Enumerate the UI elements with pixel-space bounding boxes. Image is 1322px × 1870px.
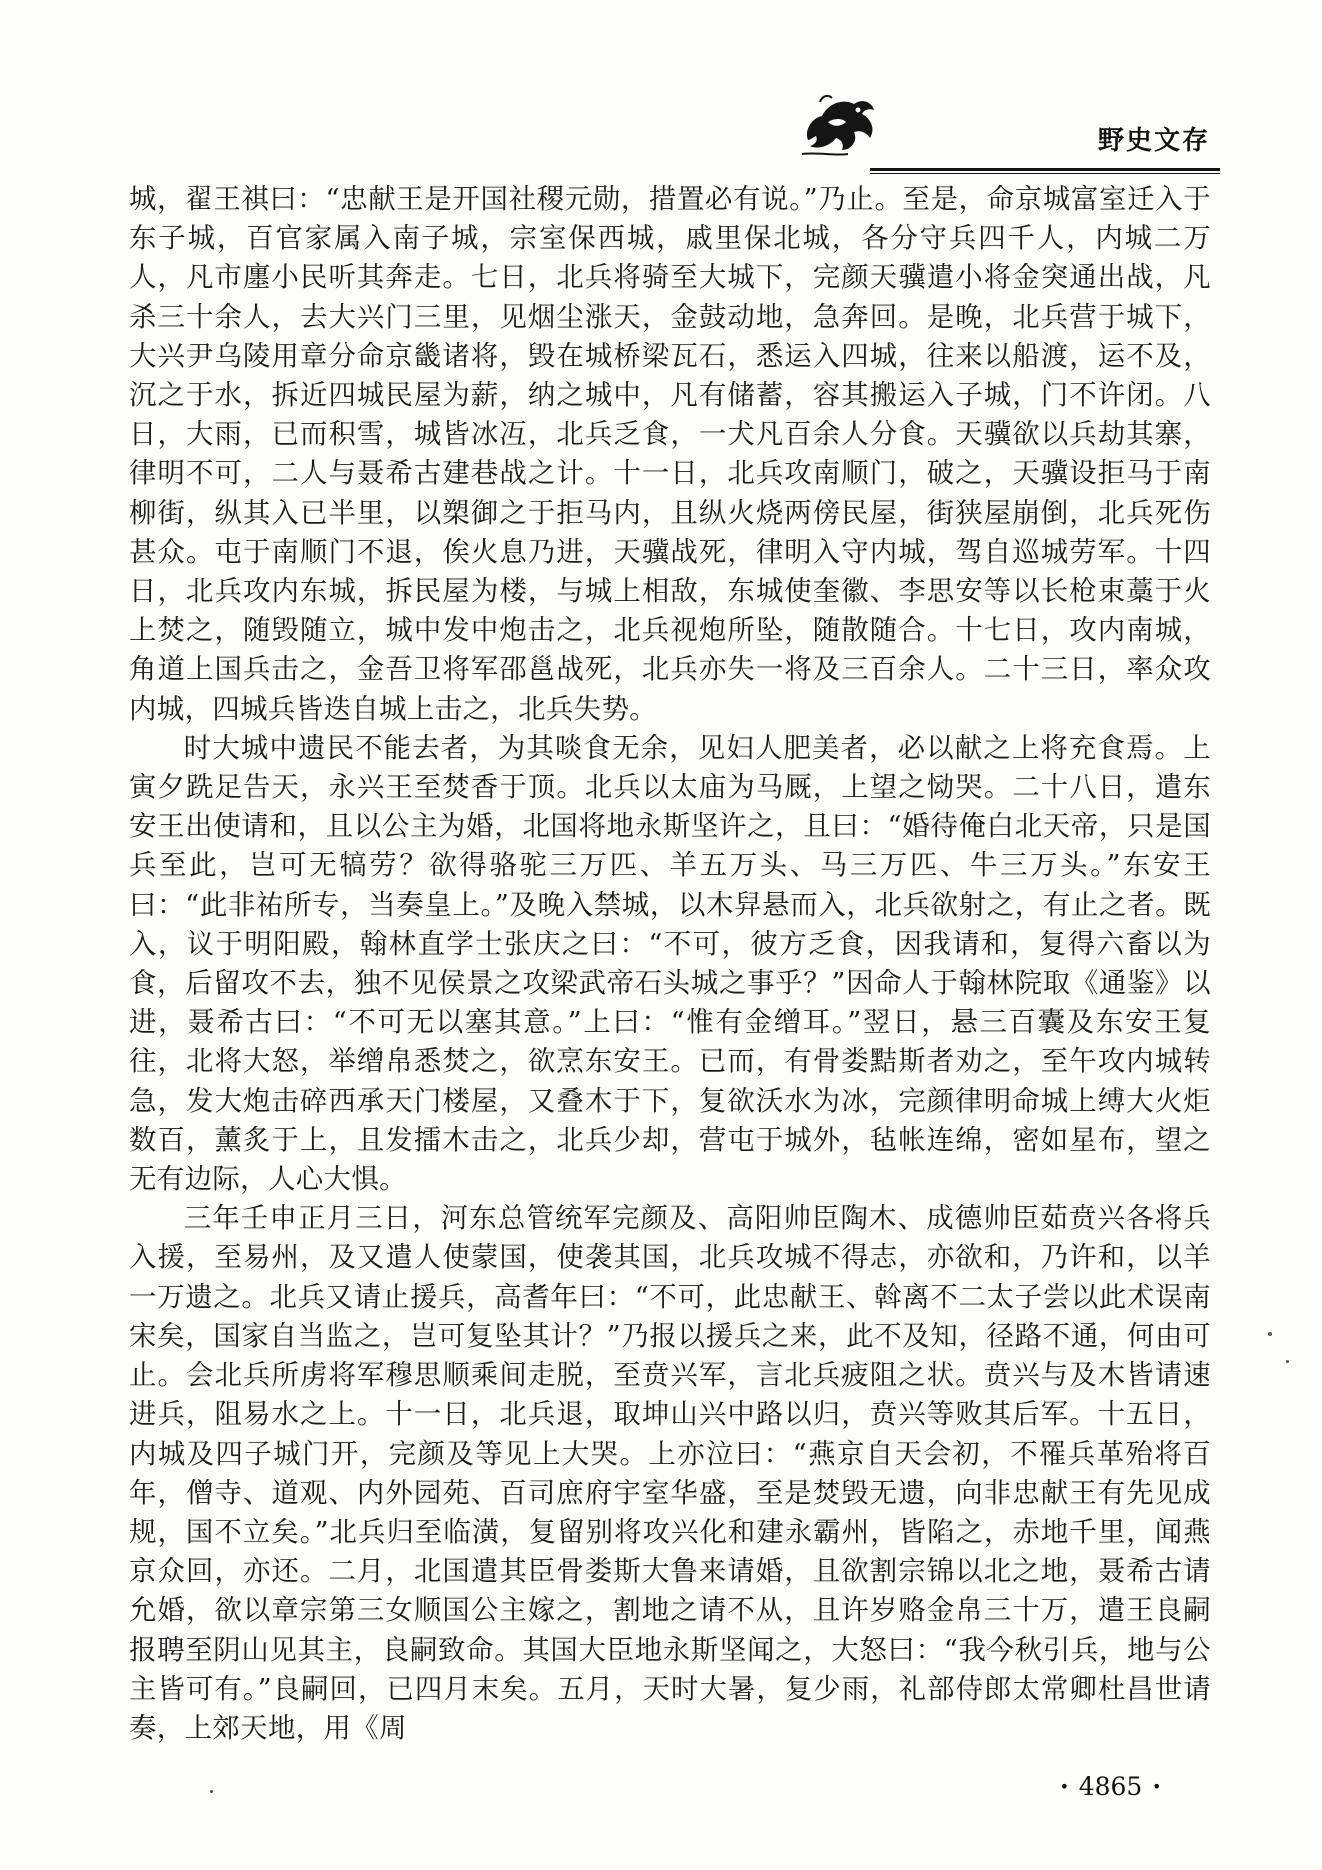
header-rule-thin — [870, 173, 1220, 174]
page-number-dot-right: · — [1152, 1772, 1162, 1801]
page-number-value: 4865 — [1078, 1772, 1143, 1801]
dragon-emblem-icon — [798, 92, 882, 162]
running-header — [780, 92, 1220, 172]
scan-speck — [210, 1790, 213, 1793]
paragraph: 时大城中遗民不能去者，为其啖食无余，见妇人肥美者，必以献之上将充食焉。上寅夕跣足告天，永兴王至焚香于顶。北兵以太庙为马厩，上望之恸哭。二十八日，遣东安王出使请和，且以公主为婚，北国将地永斯坚许之，且曰：“婚待俺白北天帝，只是国兵至此，岂可无犒劳？欲得骆驼三万匹、羊五万头、马三万匹、牛三万头。”东安王曰：“此非祐所专，当奏皇上。”及晚入禁城，以木舁悬而入，北兵欲射之，有止之者。既入，议于明阳殿，翰林直学士张庆之曰：“不可，彼方乏食，因我请和，复得六畜以为食，后留攻不去，独不见侯景之攻梁武帝石头城之事乎？”因命人于翰林院取《通鉴》以进，聂希古曰：“不可无以塞其意。”上曰：“惟有金缯耳。”翌日，悬三百囊及东安王复往，北将大怒，举缯帛悉焚之，欲烹东安王。已而，有骨娄黠斯者劝之，至午攻内城转急，发大炮击碎西承天门楼屋，又叠木于下，复欲沃水为冰，完颜律明命城上缚大火炬数百，薰炙于上，且发擂木击之，北兵少却，营屯于城外，毡帐连绵，密如星布，望之无有边际，人心大惧。 — [129, 732, 1211, 1196]
header-rule — [870, 168, 1220, 171]
series-title: 野史文存 — [1097, 126, 1210, 156]
page-number — [1050, 1772, 1171, 1801]
main-text — [129, 180, 1211, 1748]
scan-speck — [1268, 1332, 1272, 1336]
page-number-dot-left: · — [1060, 1772, 1069, 1801]
paragraph: 三年壬申正月三日，河东总管统军完颜及、高阳帅臣陶木、成德帅臣茹贲兴各将兵入援，至易州，及又遣人使蒙国，使袭其国，北兵攻城不得志，亦欲和，乃许和，以羊一万遗之。北兵又请止援兵，高耆年曰：“不可，此忠献王、斡离不二太子尝以此术误南宋矣，国家自当监之，岂可复坠其计？”乃报以援兵之来，此不及知，径路不通，何由可止。会北兵所虏将军穆思顺乘间走脱，至贲兴军，言北兵疲阻之状。贲兴与及木皆请速进兵，阻易水之上。十一日，北兵退，取坤山兴中路以归，贲兴等败其后军。十五日，内城及四子城门开，完颜及等见上大哭。上亦泣曰：“燕京自天会初，不罹兵革殆将百年，僧寺、道观、内外园苑、百司庶府宇室华盛，至是焚毁无遗，向非忠献王有先见成规，国不立矣。”北兵归至临潢，复留别将攻兴化和建永霸州，皆陷之，赤地千里，闻燕京众回，亦还。二月，北国遣其臣骨娄斯大鲁来请婚，且欲割宗锦以北之地，聂希古请允婚，欲以章宗第三女顺国公主嫁之，割地之请不从，且许岁赂金帛三十万，遣王良嗣报聘至阴山见其主，良嗣致命。其国大臣地永斯坚闻之，大怒曰：“我今秋引兵，地与公主皆可有。”良嗣回，已四月末矣。五月，天时大暑，复少雨，礼部侍郎太常卿杜昌世请奏，上郊天地，用《周 — [129, 1203, 1211, 1744]
scan-speck — [1286, 1360, 1289, 1363]
paragraph: 城，翟王祺曰：“忠献王是开国社稷元勋，措置必有说。”乃止。至是，命京城富室迁入于东子城，百官家属入南子城，宗室保西城，戚里保北城，各分守兵四千人，内城二万人，凡市廛小民听其奔走。七日，北兵将骑至大城下，完颜天骥遣小将金突通出战，凡杀三十余人，去大兴门三里，见烟尘涨天，金鼓动地，急奔回。是晚，北兵营于城下，大兴尹乌陵用章分命京畿诸将，毁在城桥梁瓦石，悉运入四城，往来以船渡，运不及，沉之于水，拆近四城民屋为薪，纳之城中，凡有储蓄，容其搬运入子城，门不许闭。八日，大雨，已而积雪，城皆冰冱，北兵乏食，一犬凡百余人分食。天骥欲以兵劫其寨，律明不可，二人与聂希古建巷战之计。十一日，北兵攻南顺门，破之，天骥设拒马于南柳街，纵其入已半里，以槊御之于拒马内，且纵火烧两傍民屋，街狭屋崩倒，北兵死伤甚众。屯于南顺门不退，俟火息乃进，天骥战死，律明入守内城，驾自巡城劳军。十四日，北兵攻内东城，拆民屋为楼，与城上相敌，东城使奎徽、李思安等以长枪束藁于火上焚之，随毁随立，城中发中炮击之，北兵视炮所坠，随散随合。十七日，攻内南城，角道上国兵击之，金吾卫将军邵邕战死，北兵亦失一将及三百余人。二十三日，率众攻内城，四城兵皆迭自城上击之，北兵失势。 — [129, 184, 1211, 725]
